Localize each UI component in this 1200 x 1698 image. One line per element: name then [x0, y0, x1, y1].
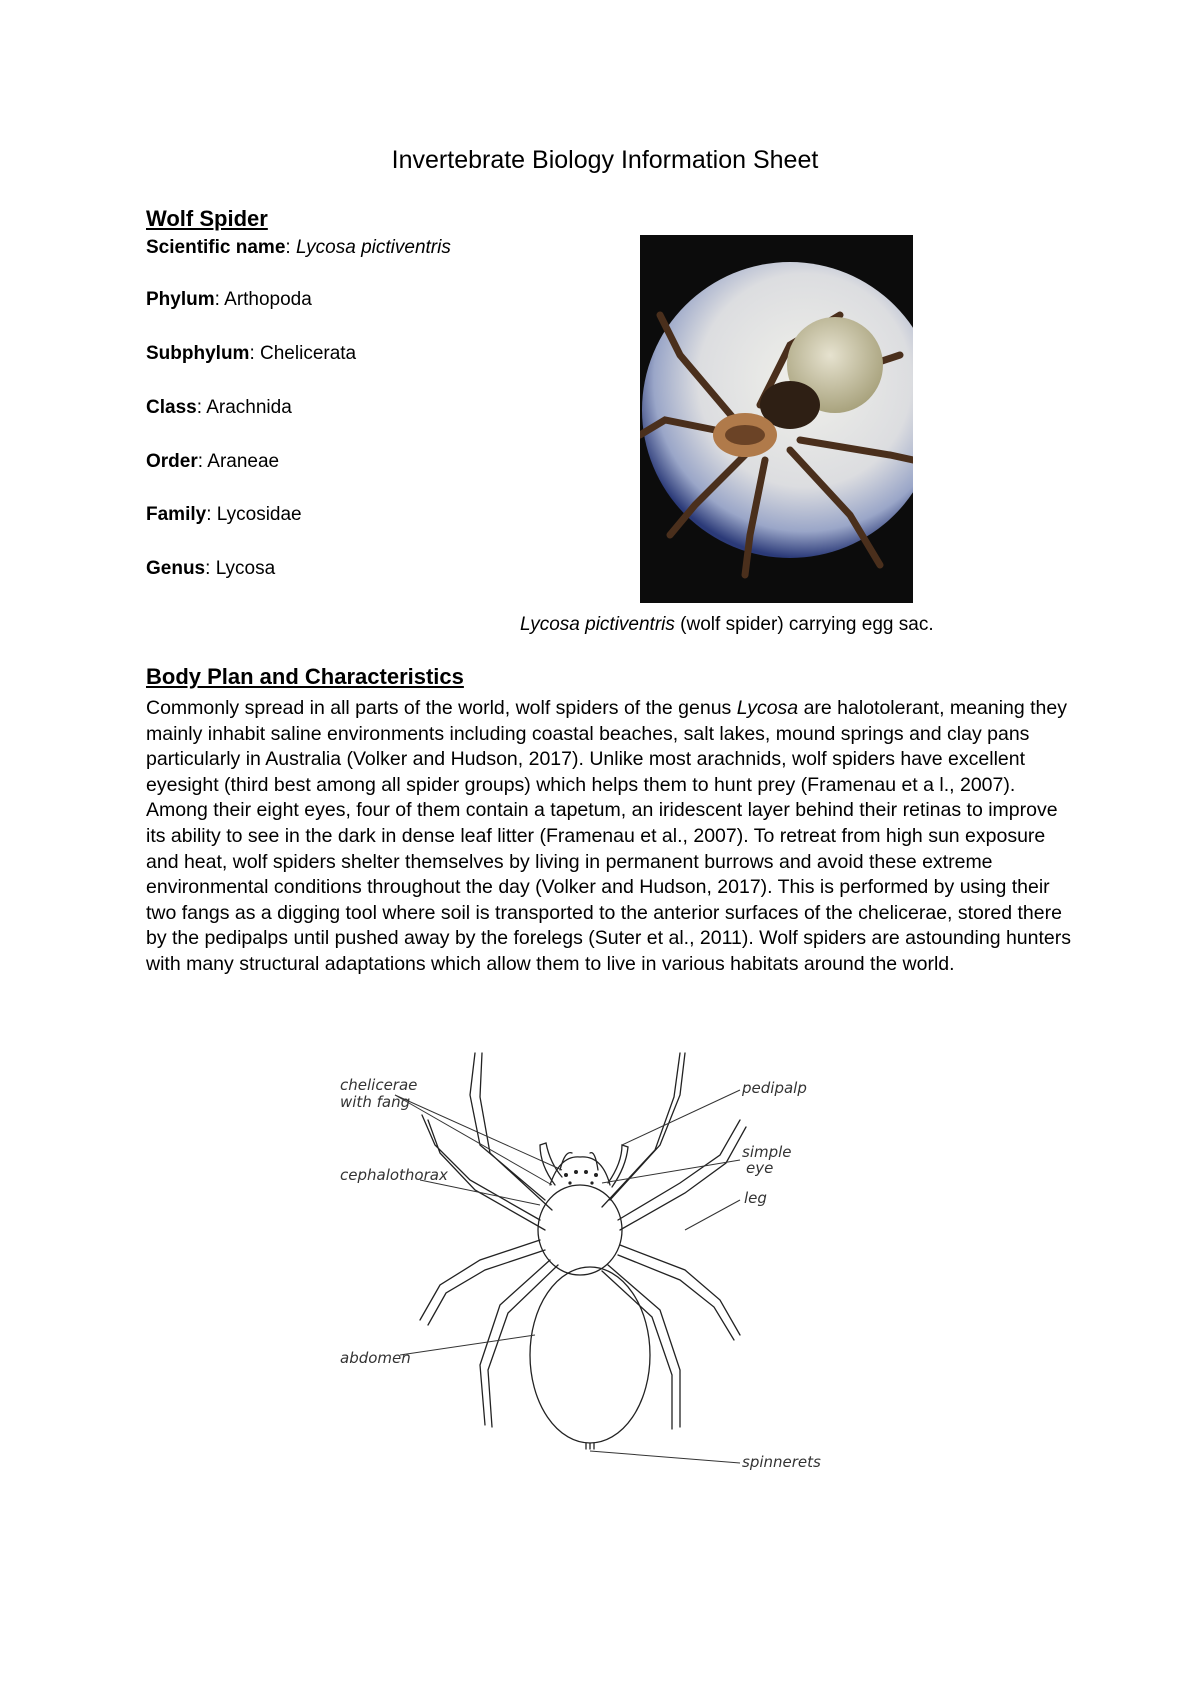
label-chelicerae: chelicerae [340, 1076, 418, 1094]
taxon-separator: : [206, 504, 217, 525]
taxon-order [146, 450, 279, 474]
taxon-value: Arthopoda [224, 289, 312, 310]
taxon-label: Genus [146, 558, 206, 579]
taxon-genus [146, 557, 275, 581]
taxon-subphylum [146, 342, 356, 366]
label-pedipalp: pedipalp [742, 1079, 807, 1097]
document-title: Invertebrate Biology Information Sheet [391, 146, 819, 174]
taxon-family [146, 503, 302, 527]
caption-text: (wolf spider) carrying egg sac. [674, 614, 934, 635]
spider-diagram-drawing [340, 1035, 840, 1490]
taxon-label: Family [146, 504, 207, 525]
photo-caption [520, 614, 934, 636]
taxon-separator: : [249, 343, 261, 364]
taxon-class [146, 396, 292, 420]
caption-species: Lycosa pictiventris [520, 614, 675, 635]
taxon-separator: : [205, 558, 216, 579]
spider-photo [640, 235, 913, 603]
spider-photo-illustration [640, 235, 913, 603]
taxon-value: Arachnida [206, 397, 292, 418]
taxon-value: Chelicerata [260, 343, 357, 364]
label-eye: eye [746, 1159, 774, 1177]
taxon-label: Subphylum [146, 343, 250, 364]
taxon-scientific-name [146, 236, 451, 260]
taxon-label: Phylum [146, 289, 215, 310]
label-cephalothorax: cephalothorax [340, 1166, 448, 1184]
taxon-label: Order [146, 451, 198, 472]
paragraph-text: Commonly spread in all parts of the world, wolf spiders of the genus [146, 697, 737, 719]
label-simple: simple [742, 1143, 792, 1161]
taxon-separator: : [285, 237, 296, 258]
taxon-separator: : [214, 289, 225, 310]
species-heading: Wolf Spider [146, 206, 268, 231]
body-plan-heading: Body Plan and Characteristics [146, 664, 464, 689]
label-abdomen: abdomen [340, 1349, 411, 1367]
taxon-value: Araneae [207, 451, 280, 472]
taxon-value: Lycosa pictiventris [295, 237, 451, 258]
paragraph-genus: Lycosa [736, 697, 799, 719]
taxon-label: Scientific name [146, 237, 286, 258]
label-spinnerets: spinnerets [742, 1453, 821, 1471]
spider-diagram [340, 1035, 840, 1490]
label-leg: leg [744, 1189, 767, 1207]
abdomen-shape [530, 1267, 650, 1443]
taxon-value: Lycosidae [216, 504, 302, 525]
body-plan-paragraph [146, 696, 1076, 978]
taxon-label: Class [146, 397, 197, 418]
paragraph [146, 696, 1076, 978]
taxon-phylum [146, 288, 312, 312]
taxon-value: Lycosa [215, 558, 276, 579]
label-with-fang: with fang [340, 1093, 411, 1111]
taxon-separator: : [196, 397, 207, 418]
taxon-separator: : [197, 451, 208, 472]
paragraph-text: are halotolerant, meaning they mainly inhabit saline environments including coastal beaches, salt lakes, mound springs and clay pans particularly in Australia (Volker and Hudson, 2017). Unlike most arachnids, wolf spiders have excellent eyesight (third best among all spider groups) which helps them to hunt prey (Framenau et a l., 2007). Among their eight eyes, four of them contain a tapetum, an iridescent layer behind their retinas to improve its ability to see in the dark in dense leaf litter (Framenau et al., 2007). To retreat from high sun exposure and heat, wolf spiders shelter themselves by living in permanent burrows and avoid these extreme environmental conditions throughout the day (Volker and Hudson, 2017). This is performed by using their two fangs as a digging tool where soil is transported to the anterior surfaces of the chelicerae, stored there by the pedipalps until pushed away by the forelegs (Suter et al., 2011). Wolf spiders are astounding hunters with many structural adaptations which allow them to live in various habitats around the world. [146, 697, 1072, 975]
